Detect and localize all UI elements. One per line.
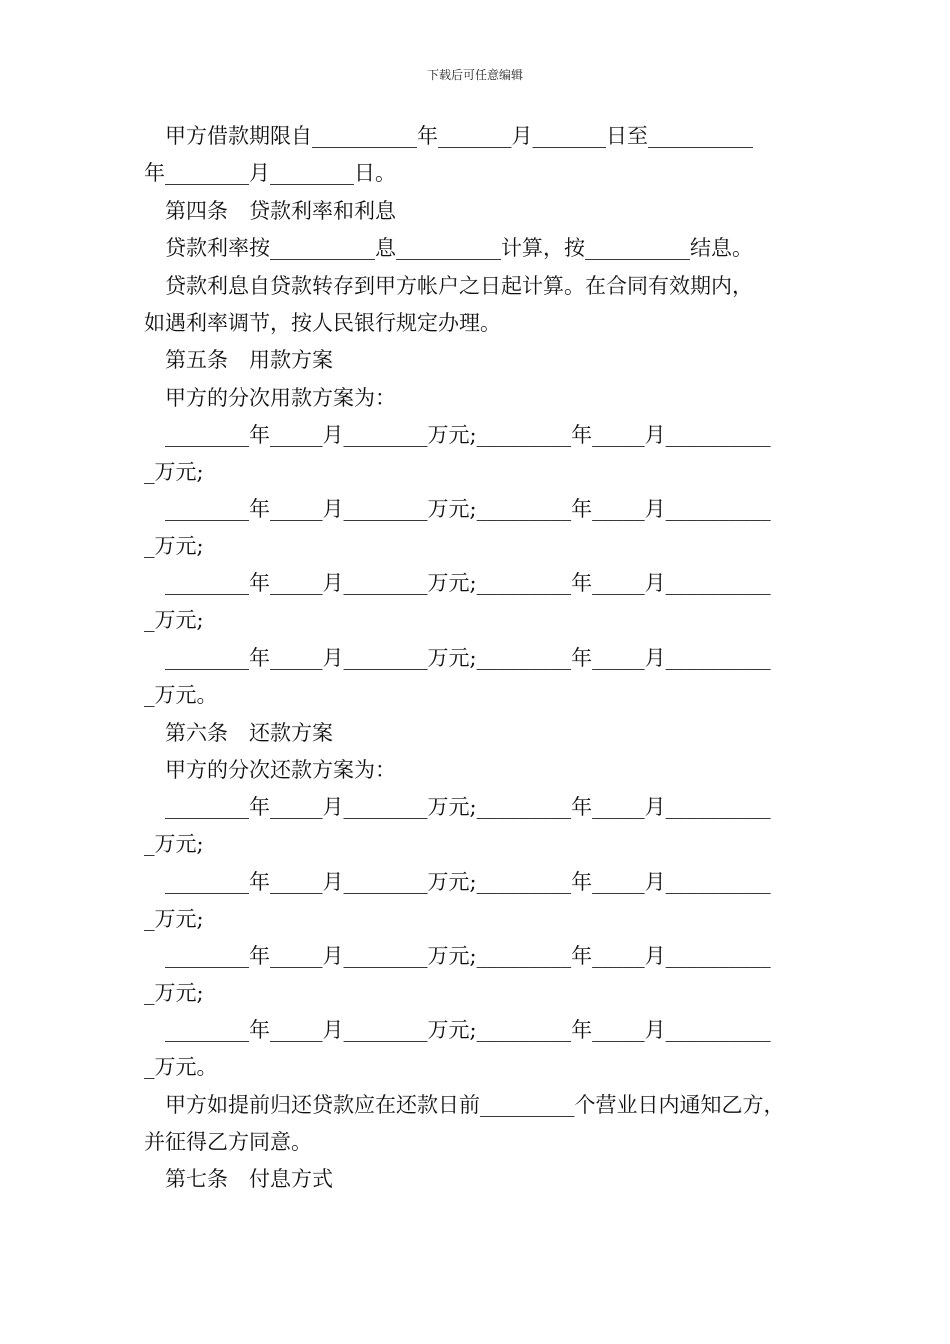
- interest-rate-line: 贷款利率按__________息__________计算，按__________结息。: [165, 236, 753, 260]
- drawdown-row-2: ________年_____月________万元;_________年_____月__________: [165, 497, 771, 521]
- page-header: 下载后可任意编辑: [426, 68, 523, 82]
- article-5-heading: 第五条 用款方案: [165, 348, 333, 372]
- drawdown-row-3: ________年_____月________万元;_________年_____月__________: [165, 571, 771, 595]
- repayment-row-2: ________年_____月________万元;_________年_____月__________: [165, 870, 771, 894]
- prepayment-notice-line-cont: 并征得乙方同意。: [144, 1130, 312, 1154]
- repayment-row-1: ________年_____月________万元;_________年_____月__________: [165, 795, 771, 819]
- drawdown-plan-intro: 甲方的分次用款方案为：: [165, 386, 396, 410]
- drawdown-row-2-cont: _万元;: [144, 534, 204, 558]
- interest-calc-line: 贷款利息自贷款转存到甲方帐户之日起计算。在合同有效期内，: [165, 274, 753, 298]
- repayment-row-2-cont: _万元;: [144, 907, 204, 931]
- drawdown-row-4-cont: _万元。: [144, 683, 218, 707]
- loan-term-line-cont: 年________月________日。: [144, 161, 396, 185]
- drawdown-row-1-cont: _万元;: [144, 460, 204, 484]
- repayment-row-4: ________年_____月________万元;_________年_____月__________: [165, 1018, 771, 1042]
- repayment-plan-intro: 甲方的分次还款方案为：: [165, 758, 396, 782]
- repayment-row-1-cont: _万元;: [144, 832, 204, 856]
- interest-calc-line-cont: 如遇利率调节，按人民银行规定办理。: [144, 311, 501, 335]
- article-6-heading: 第六条 还款方案: [165, 721, 333, 745]
- loan-term-line: 甲方借款期限自__________年_______月_______日至__________: [165, 124, 753, 148]
- repayment-row-3: ________年_____月________万元;_________年_____月__________: [165, 944, 771, 968]
- repayment-row-3-cont: _万元;: [144, 981, 204, 1005]
- drawdown-row-4: ________年_____月________万元;_________年_____月__________: [165, 646, 771, 670]
- article-4-heading: 第四条 贷款利率和利息: [165, 199, 396, 223]
- article-7-heading: 第七条 付息方式: [165, 1167, 333, 1191]
- drawdown-row-1: ________年_____月________万元;_________年_____月__________: [165, 423, 771, 447]
- drawdown-row-3-cont: _万元;: [144, 608, 204, 632]
- repayment-row-4-cont: _万元。: [144, 1055, 218, 1079]
- prepayment-notice-line: 甲方如提前归还贷款应在还款日前_________个营业日内通知乙方，: [165, 1093, 785, 1117]
